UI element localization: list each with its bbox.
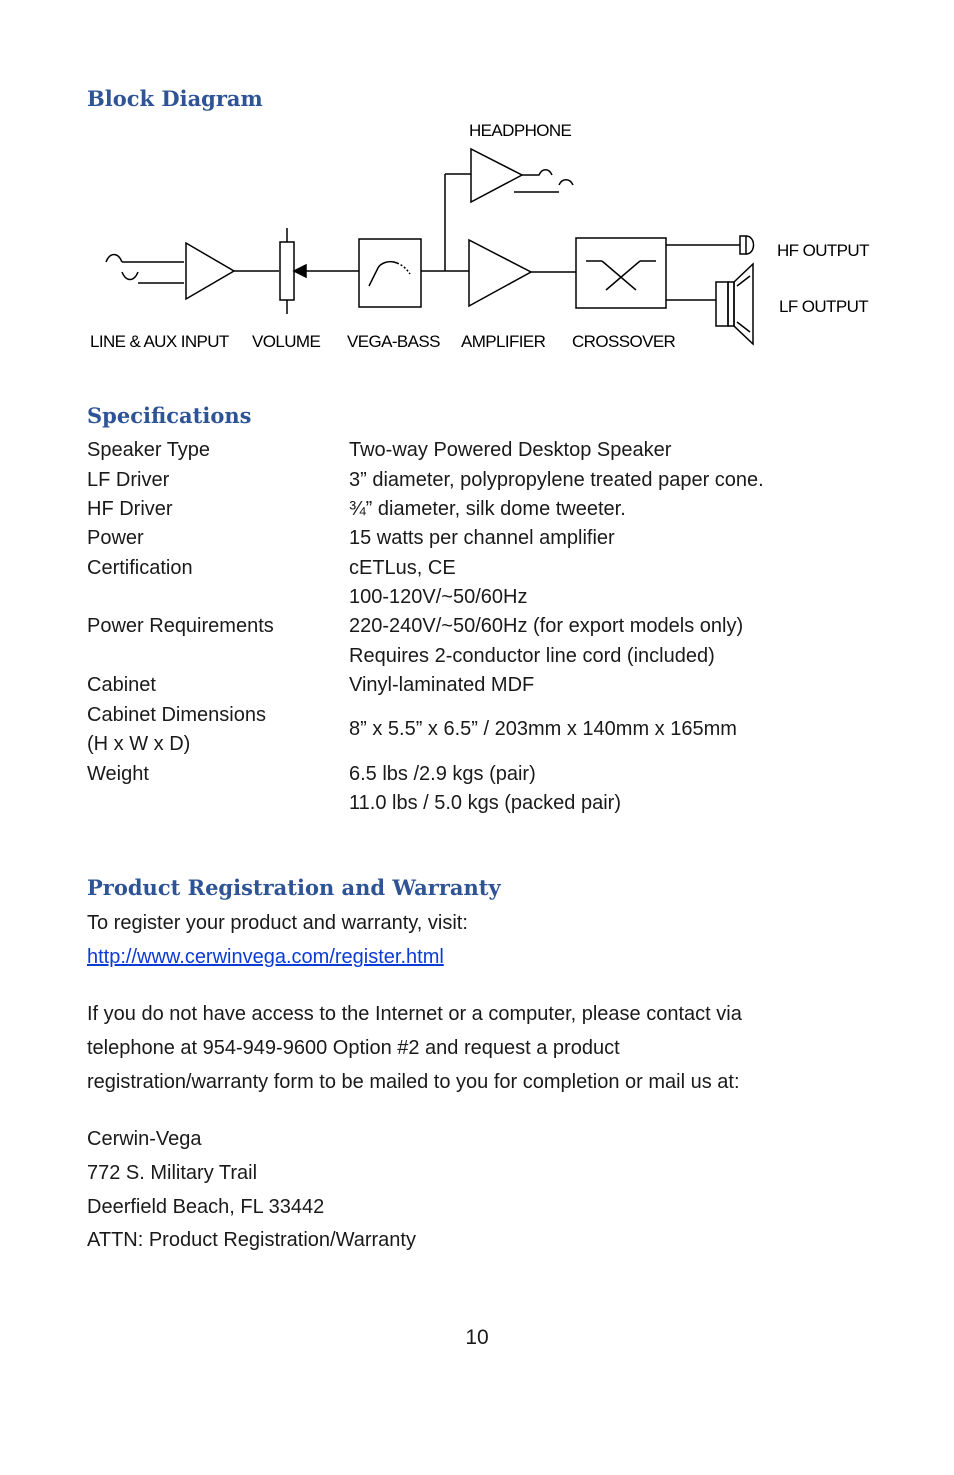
block-diagram-heading: Block Diagram <box>87 86 263 111</box>
spec-label: Power Requirements <box>87 615 274 637</box>
registration-paragraph-line-1: If you do not have access to the Internet or a computer, please contact via <box>87 1003 742 1025</box>
address-city: Deerfield Beach, FL 33442 <box>87 1196 325 1218</box>
headphone-jack-icon <box>514 170 573 192</box>
woofer-icon <box>716 264 753 344</box>
crossover-label: CROSSOVER <box>572 332 676 351</box>
spec-value: 11.0 lbs / 5.0 kgs (packed pair) <box>349 792 621 814</box>
registration-paragraph-line-3: registration/warranty form to be mailed to you for completion or mail us at: <box>87 1071 740 1093</box>
spec-label: Cabinet <box>87 674 156 696</box>
line-aux-input-label: LINE & AUX INPUT <box>90 332 229 351</box>
spec-value: 8” x 5.5” x 6.5” / 203mm x 140mm x 165mm <box>349 718 737 740</box>
registration-intro: To register your product and warranty, visit: <box>87 912 468 934</box>
spec-value: 100-120V/~50/60Hz <box>349 586 528 608</box>
volume-potentiometer-icon <box>280 228 359 314</box>
spec-value: 3” diameter, polypropylene treated paper cone. <box>349 469 764 491</box>
vega-bass-label: VEGA-BASS <box>347 332 440 351</box>
lf-output-label: LF OUTPUT <box>779 297 869 316</box>
registration-link-line <box>87 940 444 974</box>
spec-value: Requires 2-conductor line cord (included) <box>349 645 715 667</box>
spec-label: HF Driver <box>87 498 173 520</box>
spec-label: Speaker Type <box>87 439 211 461</box>
input-buffer-icon <box>186 243 234 299</box>
spec-value: ¾” diameter, silk dome tweeter. <box>349 498 626 520</box>
amplifier-label: AMPLIFIER <box>461 332 546 351</box>
headphone-amp-icon <box>471 149 522 202</box>
spec-label-unit: (H x W x D) <box>87 733 191 755</box>
amplifier-icon <box>469 240 531 306</box>
registration-paragraph-line-2: telephone at 954-949-9600 Option #2 and request a product <box>87 1037 620 1059</box>
vega-bass-filter-icon <box>359 239 421 307</box>
address-attn: ATTN: Product Registration/Warranty <box>87 1229 416 1251</box>
spec-value: 6.5 lbs /2.9 kgs (pair) <box>349 763 536 785</box>
specifications-heading: Specifications <box>87 403 252 428</box>
page-number: 10 <box>465 1326 489 1349</box>
block-diagram <box>84 118 884 363</box>
registration-link[interactable]: http://www.cerwinvega.com/register.html <box>87 946 444 968</box>
address-street: 772 S. Military Trail <box>87 1162 258 1184</box>
address-company: Cerwin-Vega <box>87 1128 202 1150</box>
spec-value: Two-way Powered Desktop Speaker <box>349 439 672 461</box>
spec-value: cETLus, CE <box>349 557 456 579</box>
input-jack-icon <box>106 255 184 284</box>
hf-output-label: HF OUTPUT <box>777 241 869 260</box>
crossover-icon <box>576 238 666 308</box>
volume-label: VOLUME <box>252 332 321 351</box>
registration-heading: Product Registration and Warranty <box>87 875 501 900</box>
spec-label: Weight <box>87 763 149 785</box>
spec-label: LF Driver <box>87 469 170 491</box>
tweeter-icon <box>740 236 754 254</box>
spec-label: Cabinet Dimensions <box>87 704 266 726</box>
spec-value: 15 watts per channel amplifier <box>349 527 615 549</box>
spec-label: Power <box>87 527 144 549</box>
spec-value: 220-240V/~50/60Hz (for export models only) <box>349 615 744 637</box>
spec-label: Certification <box>87 557 193 579</box>
headphone-label: HEADPHONE <box>469 121 572 140</box>
spec-value: Vinyl-laminated MDF <box>349 674 535 696</box>
